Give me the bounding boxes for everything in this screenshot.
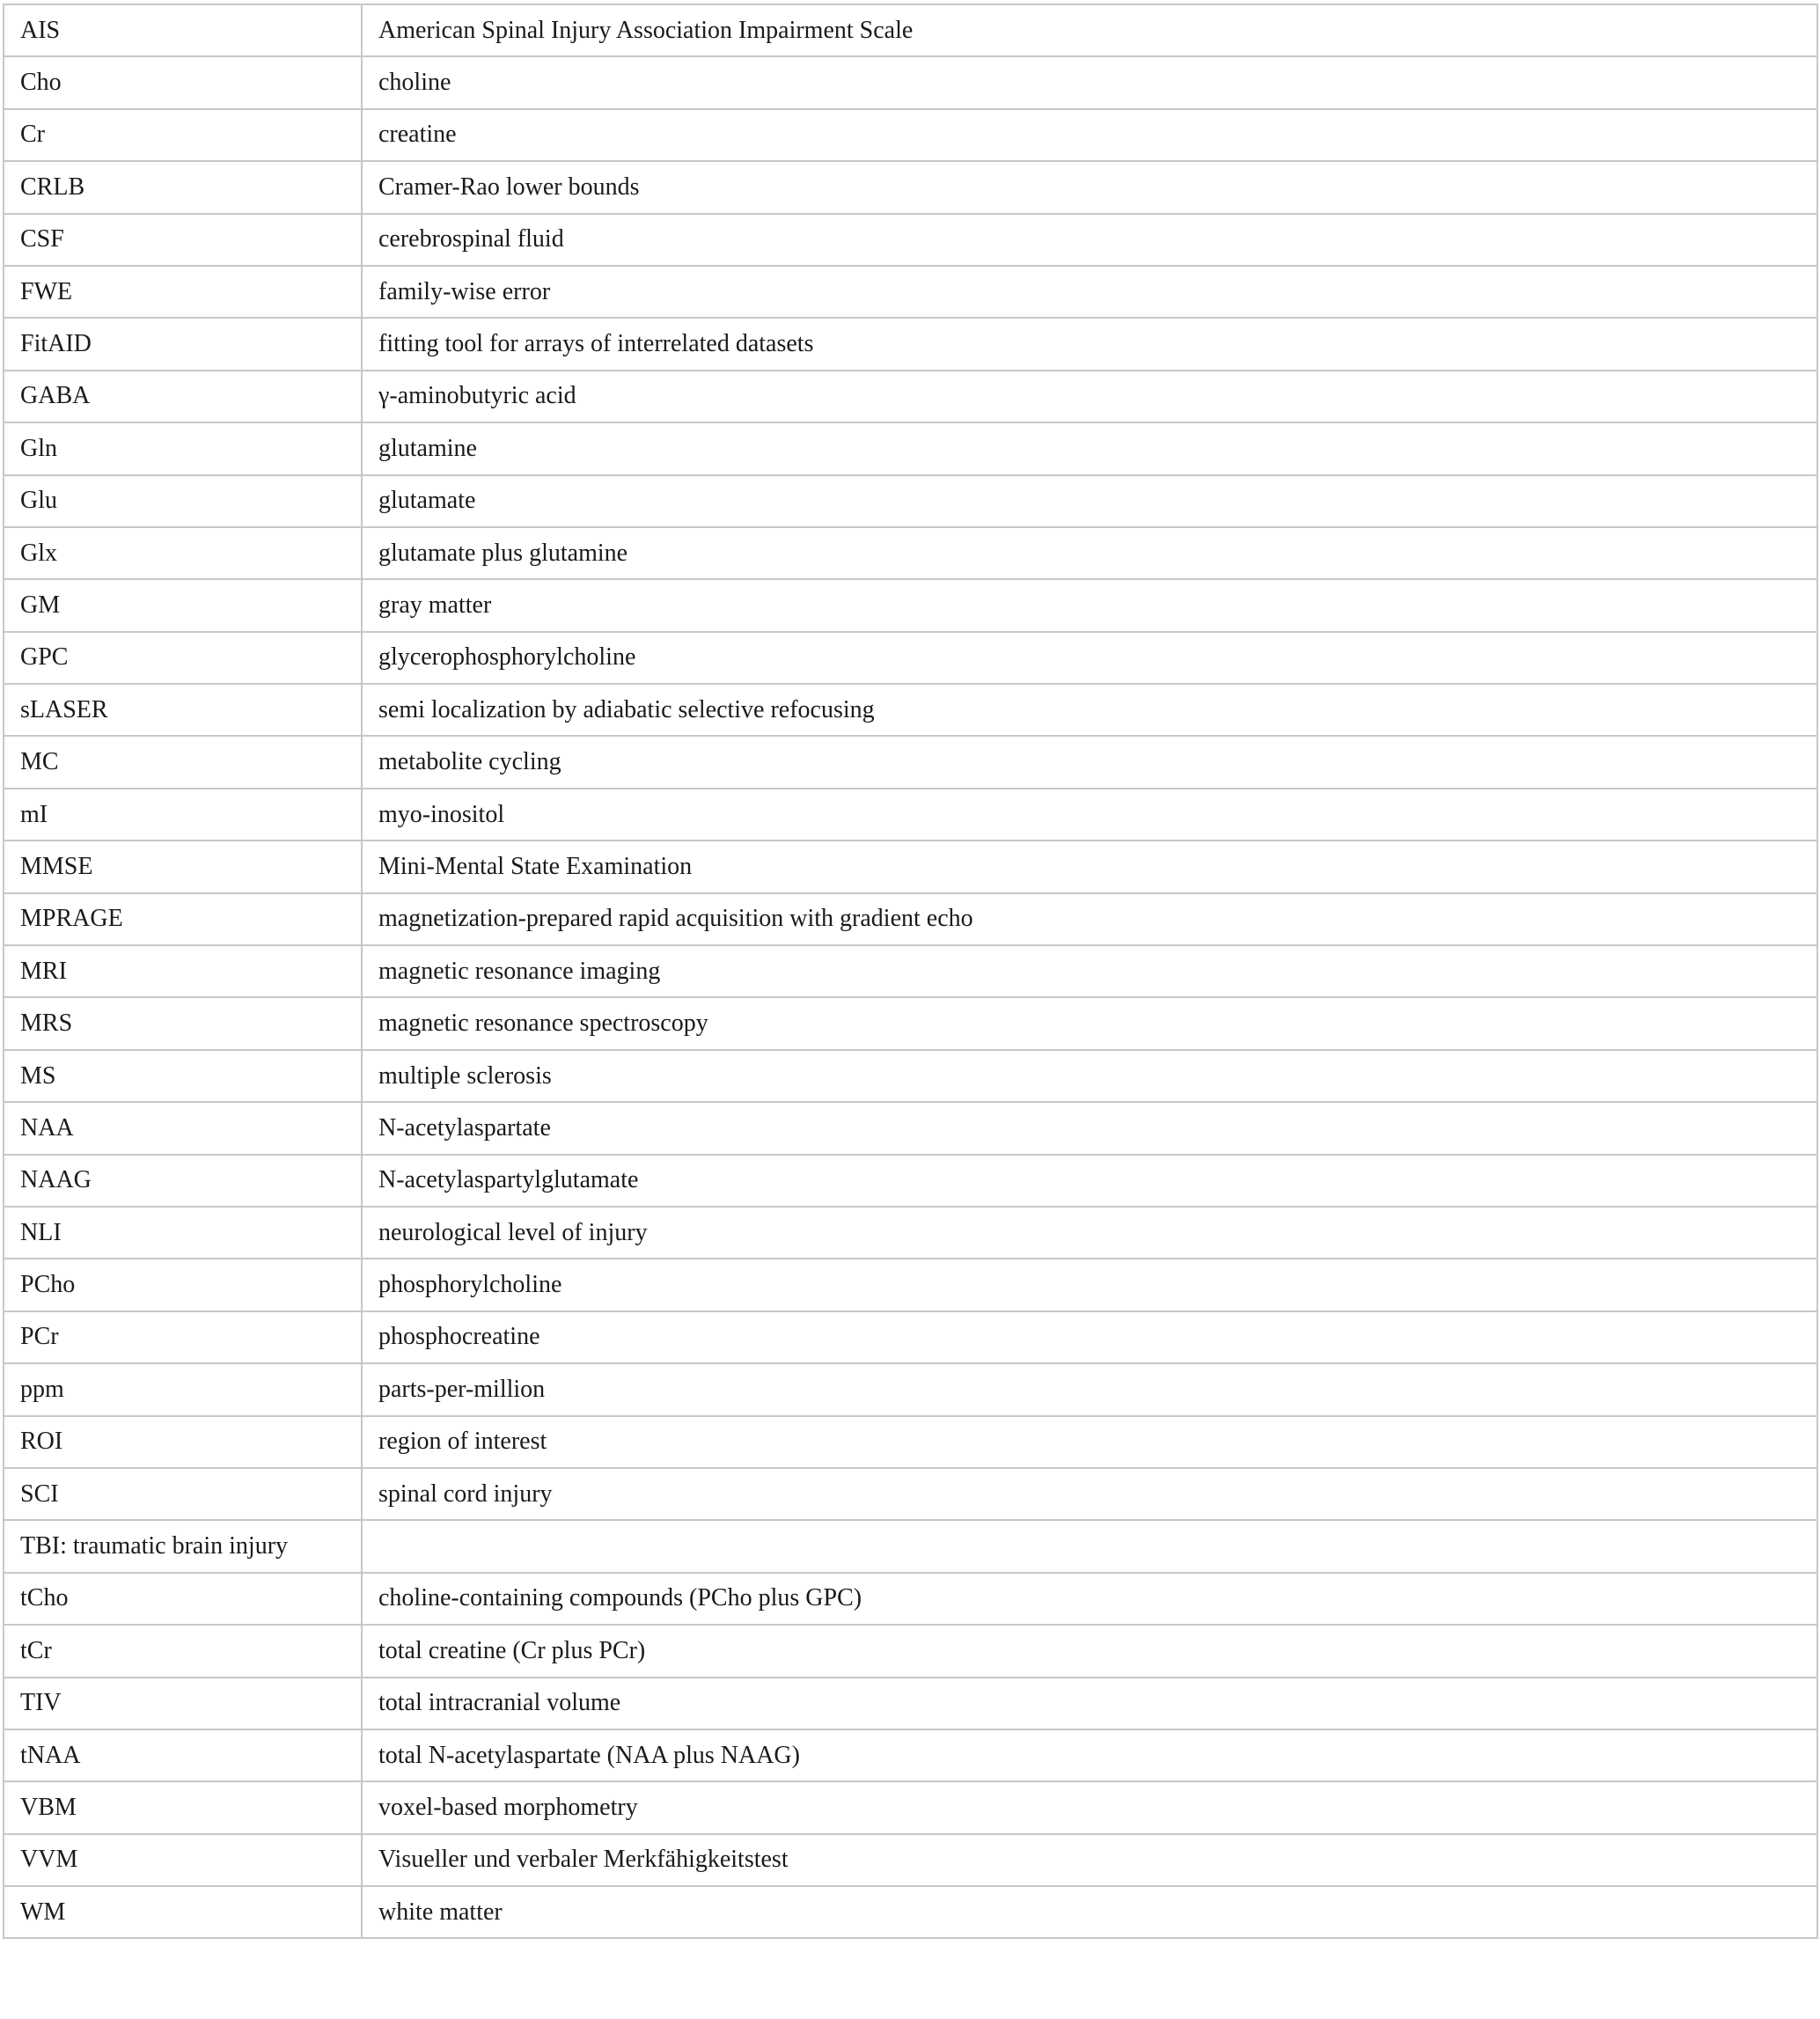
abbreviation-cell: mI bbox=[4, 789, 362, 841]
abbreviation-cell: MMSE bbox=[4, 841, 362, 892]
table-row bbox=[4, 1468, 1817, 1520]
abbreviation-cell: WM bbox=[4, 1886, 362, 1938]
definition-cell: Mini-Mental State Examination bbox=[362, 841, 1817, 892]
table-row bbox=[4, 422, 1817, 474]
definition-cell: glycerophosphorylcholine bbox=[362, 632, 1817, 684]
definition-cell: total intracranial volume bbox=[362, 1678, 1817, 1729]
abbreviation-cell: SCI bbox=[4, 1468, 362, 1520]
abbreviation-cell: AIS bbox=[4, 4, 362, 56]
abbreviation-cell: MPRAGE bbox=[4, 893, 362, 945]
definition-cell: magnetic resonance imaging bbox=[362, 945, 1817, 997]
definition-cell: family-wise error bbox=[362, 266, 1817, 318]
abbreviation-cell: Glu bbox=[4, 475, 362, 527]
abbreviation-cell: MRI bbox=[4, 945, 362, 997]
definition-cell: choline bbox=[362, 56, 1817, 108]
definition-cell: neurological level of injury bbox=[362, 1207, 1817, 1259]
table-row bbox=[4, 1729, 1817, 1781]
table-row bbox=[4, 1416, 1817, 1468]
table-row bbox=[4, 997, 1817, 1049]
table-row bbox=[4, 214, 1817, 266]
table-row bbox=[4, 475, 1817, 527]
table-row bbox=[4, 318, 1817, 370]
table-row bbox=[4, 1311, 1817, 1363]
definition-cell: glutamate plus glutamine bbox=[362, 527, 1817, 579]
abbreviation-cell: tNAA bbox=[4, 1729, 362, 1781]
abbreviation-cell: ROI bbox=[4, 1416, 362, 1468]
abbreviation-cell: PCho bbox=[4, 1259, 362, 1311]
table-row bbox=[4, 945, 1817, 997]
table-row bbox=[4, 841, 1817, 892]
table-row bbox=[4, 1573, 1817, 1625]
table-row bbox=[4, 1050, 1817, 1102]
definition-cell: glutamine bbox=[362, 422, 1817, 474]
abbreviation-cell: FWE bbox=[4, 266, 362, 318]
definition-cell: gray matter bbox=[362, 579, 1817, 631]
definition-cell: N-acetylaspartylglutamate bbox=[362, 1155, 1817, 1207]
definition-cell: parts-per-million bbox=[362, 1363, 1817, 1415]
definition-cell: myo-inositol bbox=[362, 789, 1817, 841]
definition-cell: Visueller und verbaler Merkfähigkeitstest bbox=[362, 1834, 1817, 1886]
table-row bbox=[4, 1520, 1817, 1572]
table-row bbox=[4, 266, 1817, 318]
table-row bbox=[4, 736, 1817, 788]
table-row bbox=[4, 1781, 1817, 1833]
abbreviation-cell: GPC bbox=[4, 632, 362, 684]
table-row bbox=[4, 56, 1817, 108]
definition-cell: N-acetylaspartate bbox=[362, 1102, 1817, 1154]
definition-cell: phosphocreatine bbox=[362, 1311, 1817, 1363]
definition-cell: voxel-based morphometry bbox=[362, 1781, 1817, 1833]
definition-cell: creatine bbox=[362, 109, 1817, 161]
abbreviation-cell: tCr bbox=[4, 1625, 362, 1677]
table-row bbox=[4, 527, 1817, 579]
abbreviation-cell: MRS bbox=[4, 997, 362, 1049]
definition-cell: γ-aminobutyric acid bbox=[362, 371, 1817, 422]
table-row bbox=[4, 579, 1817, 631]
definition-cell: spinal cord injury bbox=[362, 1468, 1817, 1520]
table-row bbox=[4, 1678, 1817, 1729]
definition-cell: choline-containing compounds (PCho plus GPC) bbox=[362, 1573, 1817, 1625]
abbreviation-cell: FitAID bbox=[4, 318, 362, 370]
definition-cell: semi localization by adiabatic selective refocusing bbox=[362, 684, 1817, 736]
table-row bbox=[4, 1207, 1817, 1259]
definition-cell: white matter bbox=[362, 1886, 1817, 1938]
table-row bbox=[4, 1102, 1817, 1154]
definition-cell: magnetic resonance spectroscopy bbox=[362, 997, 1817, 1049]
table-row bbox=[4, 632, 1817, 684]
abbreviation-cell: VVM bbox=[4, 1834, 362, 1886]
definition-cell: total N-acetylaspartate (NAA plus NAAG) bbox=[362, 1729, 1817, 1781]
table-row bbox=[4, 1363, 1817, 1415]
table-row bbox=[4, 4, 1817, 56]
abbreviation-cell: tCho bbox=[4, 1573, 362, 1625]
definition-cell: fitting tool for arrays of interrelated datasets bbox=[362, 318, 1817, 370]
table-row bbox=[4, 1886, 1817, 1938]
abbreviation-cell: MC bbox=[4, 736, 362, 788]
definition-cell: total creatine (Cr plus PCr) bbox=[362, 1625, 1817, 1677]
abbreviation-cell: PCr bbox=[4, 1311, 362, 1363]
definition-cell: American Spinal Injury Association Impairment Scale bbox=[362, 4, 1817, 56]
definition-cell: Cramer-Rao lower bounds bbox=[362, 161, 1817, 213]
definition-cell: magnetization-prepared rapid acquisition with gradient echo bbox=[362, 893, 1817, 945]
abbreviation-cell: GABA bbox=[4, 371, 362, 422]
abbreviation-cell: MS bbox=[4, 1050, 362, 1102]
abbreviation-cell: CSF bbox=[4, 214, 362, 266]
table-row bbox=[4, 1625, 1817, 1677]
table-row bbox=[4, 161, 1817, 213]
abbreviation-cell: VBM bbox=[4, 1781, 362, 1833]
table-row bbox=[4, 109, 1817, 161]
table-row bbox=[4, 684, 1817, 736]
abbreviation-cell: TIV bbox=[4, 1678, 362, 1729]
table-row bbox=[4, 371, 1817, 422]
abbreviation-cell: Gln bbox=[4, 422, 362, 474]
abbreviation-cell: GM bbox=[4, 579, 362, 631]
table-row bbox=[4, 1834, 1817, 1886]
definition-cell: multiple sclerosis bbox=[362, 1050, 1817, 1102]
table-row bbox=[4, 893, 1817, 945]
definition-cell: phosphorylcholine bbox=[362, 1259, 1817, 1311]
abbreviation-cell: NAAG bbox=[4, 1155, 362, 1207]
definition-cell: metabolite cycling bbox=[362, 736, 1817, 788]
abbreviation-cell: Cr bbox=[4, 109, 362, 161]
abbreviation-cell: Glx bbox=[4, 527, 362, 579]
table-row bbox=[4, 789, 1817, 841]
abbreviation-cell: sLASER bbox=[4, 684, 362, 736]
definition-cell: glutamate bbox=[362, 475, 1817, 527]
abbreviations-table-body bbox=[4, 4, 1817, 1938]
abbreviations-table bbox=[3, 4, 1818, 1939]
table-row bbox=[4, 1259, 1817, 1311]
abbreviation-cell: ppm bbox=[4, 1363, 362, 1415]
definition-cell bbox=[362, 1520, 1817, 1572]
abbreviation-cell: CRLB bbox=[4, 161, 362, 213]
abbreviation-cell: TBI: traumatic brain injury bbox=[4, 1520, 362, 1572]
definition-cell: region of interest bbox=[362, 1416, 1817, 1468]
abbreviation-cell: NLI bbox=[4, 1207, 362, 1259]
table-row bbox=[4, 1155, 1817, 1207]
abbreviation-cell: Cho bbox=[4, 56, 362, 108]
definition-cell: cerebrospinal fluid bbox=[362, 214, 1817, 266]
abbreviation-cell: NAA bbox=[4, 1102, 362, 1154]
